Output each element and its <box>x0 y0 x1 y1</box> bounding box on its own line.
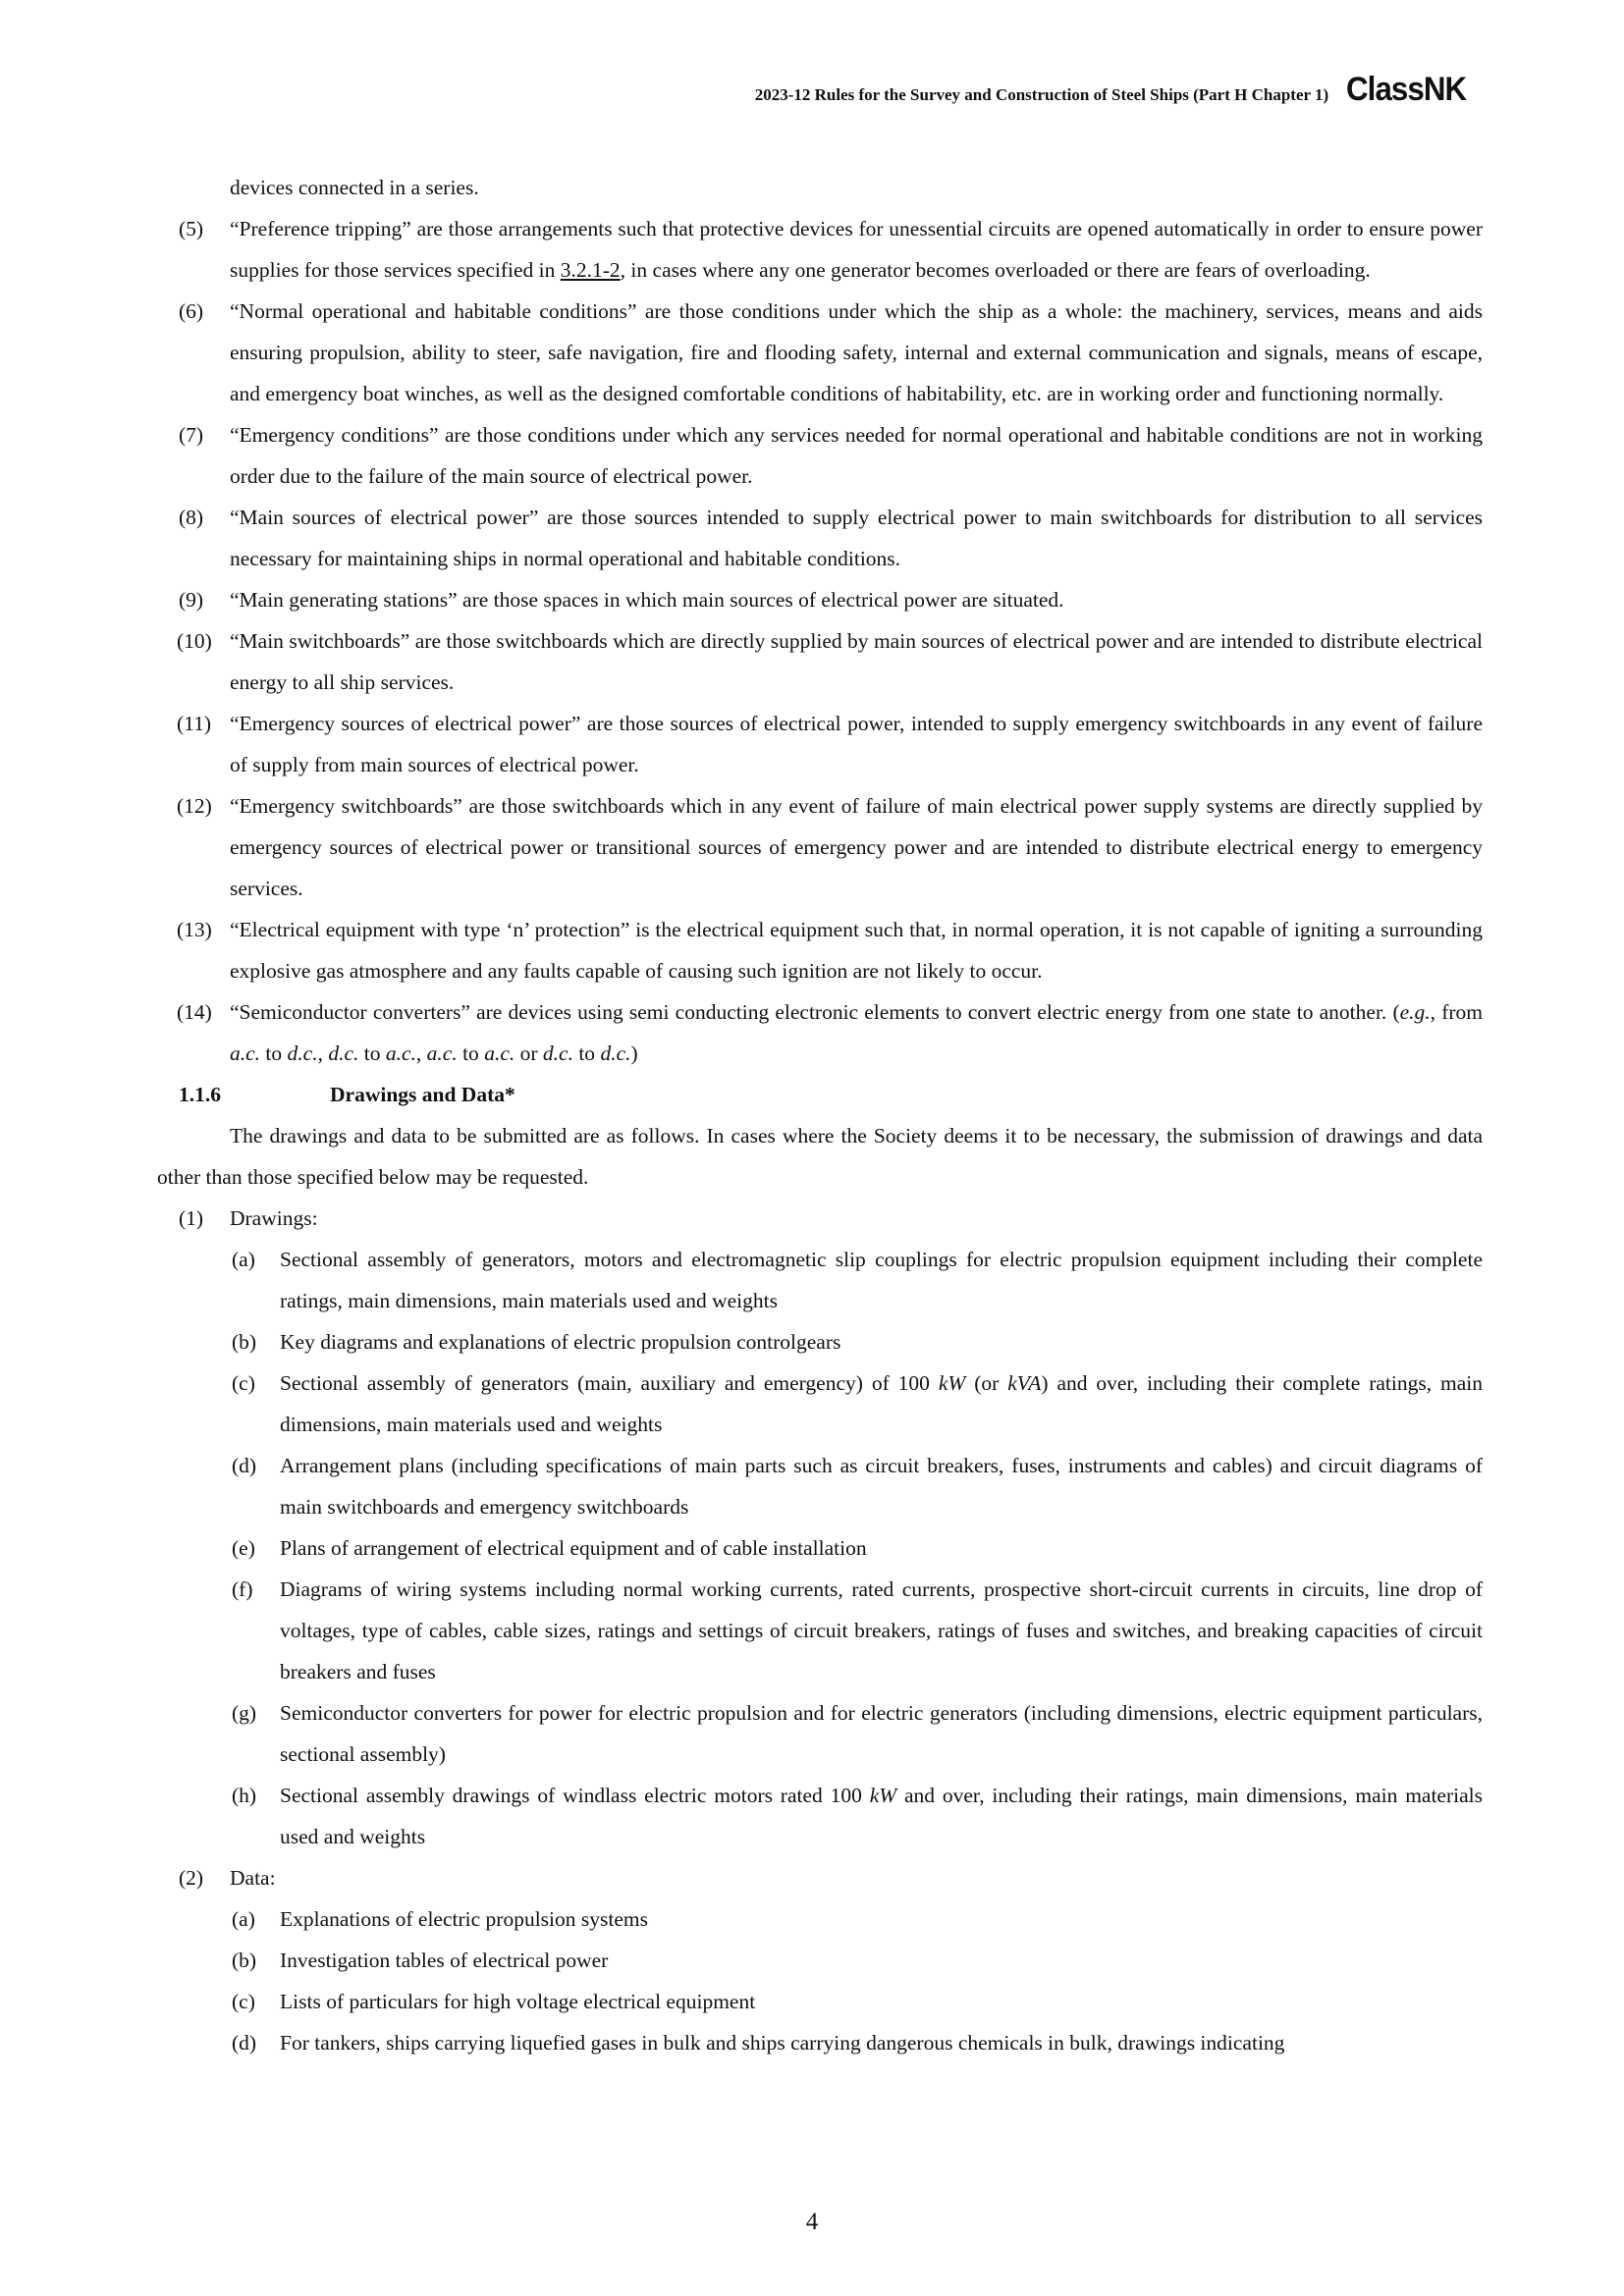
drawing-item: (h) Sectional assembly drawings of windlass electric motors rated 100 kW and over, including their ratings, main dimensions, main materials used and weights <box>157 1775 1483 1857</box>
carryover-line: devices connected in a series. <box>230 176 479 199</box>
drawing-item: (f) Diagrams of wiring systems including normal working currents, rated currents, prospective short-circuit currents in circuits, line drop of voltages, type of cables, cable sizes, ratings and settings of circuit breakers, ratings of fuses and switches, and breaking capacities of circuit breakers and fuses <box>157 1569 1483 1692</box>
definition-item <box>157 291 1483 414</box>
definition-item <box>157 785 1483 909</box>
definition-text: “Emergency sources of electrical power” are those sources of electrical power, intended to supply emergency switchboards in any event of failure of supply from main sources of electrical power. <box>230 712 1483 776</box>
sub-item-letter: (b) <box>232 1949 257 1972</box>
sub-item-letter: (b) <box>232 1330 257 1354</box>
item-number: (1) <box>179 1206 204 1230</box>
definition-text: “Main generating stations” are those spaces in which main sources of electrical power are situated. <box>230 588 1064 612</box>
sub-item-letter: (d) <box>232 1454 257 1477</box>
sub-item-letter: (c) <box>232 1990 255 2013</box>
drawing-item: (a) Sectional assembly of generators, motors and electromagnetic slip couplings for electric propulsion equipment including their complete ratings, main dimensions, main materials used and weights <box>157 1239 1483 1321</box>
item-number: (7) <box>179 423 204 447</box>
section-number: 1.1.6 <box>179 1083 221 1106</box>
drawing-item: (d) Arrangement plans (including specifications of main parts such as circuit breakers, fuses, instruments and cables) and circuit diagrams of main switchboards and emergency switchboards <box>157 1445 1483 1527</box>
item-number: (11) <box>177 712 212 735</box>
definition-text: “Main sources of electrical power” are those sources intended to supply electrical power to main switchboards for distribution to all services necessary for maintaining ships in normal operational and habitable conditions. <box>230 506 1483 570</box>
section-title: Drawings and Data* <box>330 1083 515 1106</box>
sub-item-letter: (e) <box>232 1536 255 1560</box>
item-number: (8) <box>179 506 204 529</box>
data-item: (b) Investigation tables of electrical power <box>157 1940 1483 1981</box>
drawing-item: (e) Plans of arrangement of electrical equipment and of cable installation <box>157 1527 1483 1569</box>
sub-item-letter: (g) <box>232 1701 257 1725</box>
item-number: (12) <box>177 794 212 818</box>
sub-item-letter: (c) <box>232 1371 255 1395</box>
data-heading: (2) Data: <box>157 1857 1483 1898</box>
drawings-heading: (1) Drawings: <box>157 1198 1483 1239</box>
definition-item: (5) “Preference tripping” are those arrangements such that protective devices for unessential circuits are opened automatically in order to ensure power supplies for those services specified in 3.2.1-2, in cases where any one generator becomes overloaded or there are fears of overloading. <box>157 208 1483 291</box>
definition-text: “Emergency conditions” are those conditions under which any services needed for normal operational and habitable conditions are not in working order due to the failure of the main source of electrical power. <box>230 423 1483 488</box>
item-number: (14) <box>177 1000 212 1024</box>
document-title: 2023-12 Rules for the Survey and Construction of Steel Ships (Part H Chapter 1) <box>754 85 1329 104</box>
definition-text: “Emergency switchboards” are those switchboards which in any event of failure of main electrical power supply systems are directly supplied by emergency sources of electrical power or transitional sources of emergency power and are intended to distribute electrical energy to emergency services. <box>230 794 1483 900</box>
definition-item <box>157 414 1483 497</box>
definition-text: “Electrical equipment with type ‘n’ protection” is the electrical equipment such that, in normal operation, it is not capable of igniting a surrounding explosive gas atmosphere and any faults capable of causing such ignition are not likely to occur. <box>230 918 1483 983</box>
data-item: (c) Lists of particulars for high voltage electrical equipment <box>157 1981 1483 2022</box>
document-body <box>157 167 1483 2063</box>
data-item: (a) Explanations of electric propulsion systems <box>157 1898 1483 1940</box>
page-header <box>755 71 1477 109</box>
sub-item-letter: (a) <box>232 1907 255 1931</box>
item-number: (6) <box>179 299 204 323</box>
classnk-logo: ClassNK <box>1346 71 1467 108</box>
item-number: (9) <box>179 588 204 612</box>
definition-item <box>157 497 1483 579</box>
drawing-item: (b) Key diagrams and explanations of electric propulsion controlgears <box>157 1321 1483 1362</box>
intro-paragraph: The drawings and data to be submitted are as follows. In cases where the Society deems it to be necessary, the submission of drawings and data other than those specified below may be requested. <box>157 1124 1483 1189</box>
definition-item <box>157 909 1483 991</box>
drawing-item: (c) Sectional assembly of generators (main, auxiliary and emergency) of 100 kW (or kVA) and over, including their complete ratings, main dimensions, main materials used and weights <box>157 1362 1483 1445</box>
sub-item-letter: (f) <box>232 1577 253 1601</box>
definition-item <box>157 620 1483 703</box>
item-number: (10) <box>177 629 212 653</box>
sub-item-letter: (h) <box>232 1784 257 1807</box>
data-item: (d) For tankers, ships carrying liquefied gases in bulk and ships carrying dangerous chemicals in bulk, drawings indicating <box>157 2022 1483 2063</box>
definition-item <box>157 703 1483 785</box>
definition-text: “Main switchboards” are those switchboards which are directly supplied by main sources of electrical power and are intended to distribute electrical energy to all ship services. <box>230 629 1483 694</box>
definition-text: “Normal operational and habitable conditions” are those conditions under which the ship as a whole: the machinery, services, means and aids ensuring propulsion, ability to steer, safe navigation, fire and flooding safety, internal and external communication and signals, means of escape, and emergency boat winches, as well as the designed comfortable conditions of habitability, etc. are in working order and functioning normally. <box>230 299 1483 405</box>
item-number: (13) <box>177 918 212 941</box>
rule-reference-link[interactable]: 3.2.1-2 <box>560 258 621 282</box>
drawing-item: (g) Semiconductor converters for power for electric propulsion and for electric generators (including dimensions, electric equipment particulars, sectional assembly) <box>157 1692 1483 1775</box>
definition-item <box>157 579 1483 620</box>
sub-item-letter: (a) <box>232 1248 255 1271</box>
definition-item: (14) “Semiconductor converters” are devices using semi conducting electronic elements to convert electric energy from one state to another. (e.g., from a.c. to d.c., d.c. to a.c., a.c. to a.c. or d.c. to d.c.) <box>157 991 1483 1074</box>
item-number: (5) <box>179 217 204 240</box>
page-number: 4 <box>805 2209 819 2235</box>
section-heading <box>157 1074 1483 1115</box>
sub-item-letter: (d) <box>232 2031 257 2055</box>
item-number: (2) <box>179 1866 204 1890</box>
